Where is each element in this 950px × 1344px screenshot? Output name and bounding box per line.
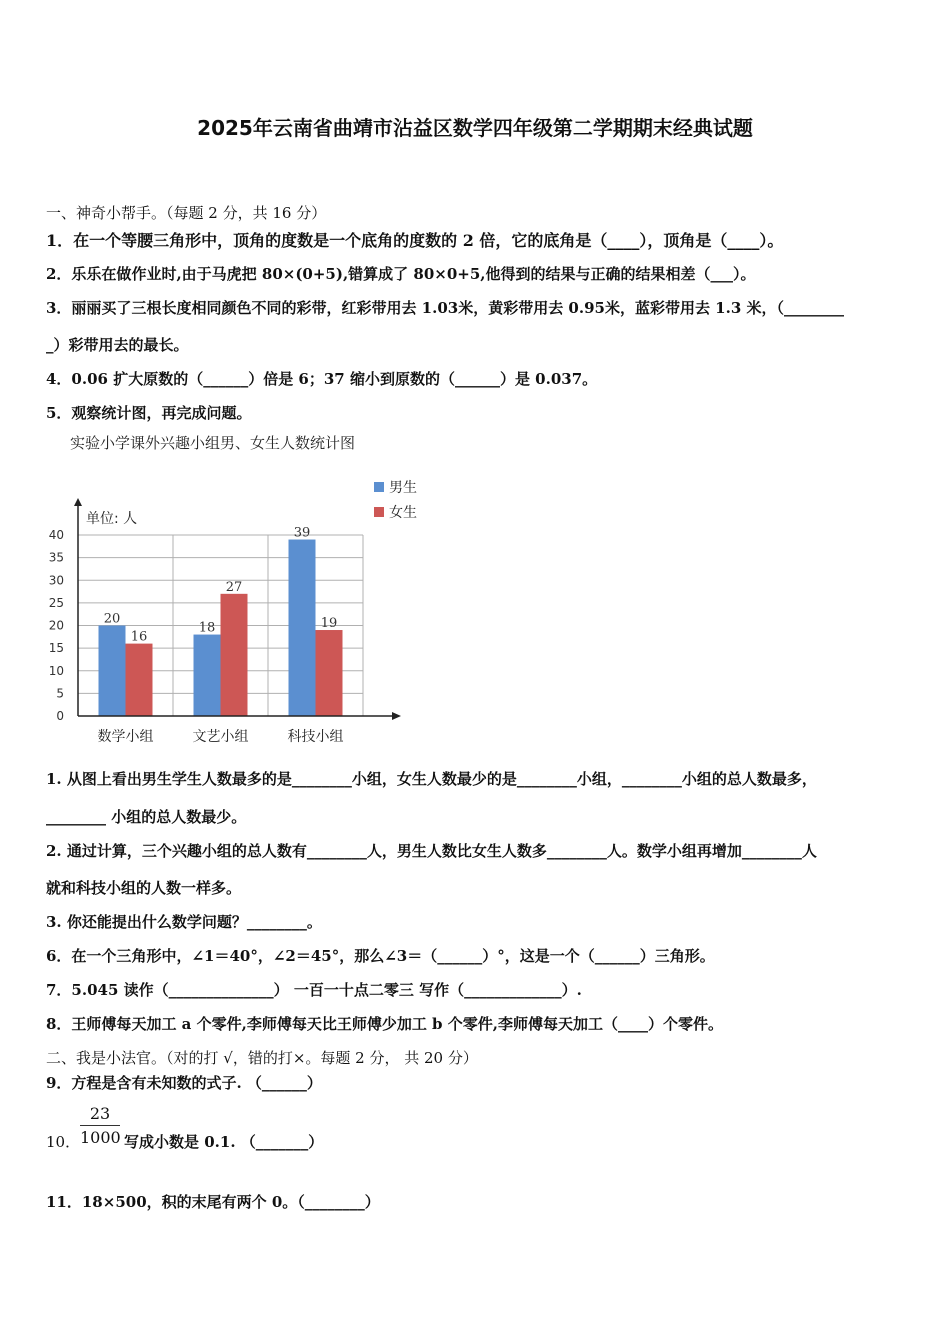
x-category-label: 数学小组 (97, 729, 154, 745)
question-5-2-line-2: 就和科技小组的人数一样多。 (46, 879, 242, 897)
y-axis-arrow (74, 498, 82, 506)
chart-title: 实验小学课外兴趣小组男、女生人数统计图 (70, 434, 356, 452)
bar-男生 (99, 626, 126, 717)
bar-男生 (194, 635, 221, 716)
data-label: 18 (198, 620, 216, 636)
data-label: 20 (103, 611, 121, 627)
fraction (80, 1104, 120, 1147)
question-5: 5．观察统计图，再完成问题。 (46, 404, 252, 422)
bar-女生 (316, 630, 343, 716)
question-5-1-line-1: 1. 从图上看出男生学生人数最多的是________小组，女生人数最少的是________小组，________小组的总人数最多， (46, 770, 817, 788)
bar-女生 (126, 644, 153, 716)
section-2-heading: 二、我是小法官。（对的打 √，错的打×。每题 2 分， 共 20 分） (46, 1049, 478, 1067)
question-3-line-1: 3．丽丽买了三根长度相同颜色不同的彩带，红彩带用去 1.03米，黄彩带用去 0.95米，蓝彩带用去 1.3 米，（________ (46, 299, 844, 317)
question-8: 8．王师傅每天加工 a 个零件,李师傅每天比王师傅少加工 b 个零件,李师傅每天加工（____）个零件。 (46, 1015, 723, 1033)
question-10-text: 写成小数是 0.1. （_______） (124, 1133, 324, 1151)
fraction-numerator: 23 (80, 1104, 120, 1126)
question-5-2-line-1: 2. 通过计算，三个兴趣小组的总人数有________人，男生人数比女生人数多________人。数学小组再增加________人 (46, 842, 817, 860)
legend-label: 女生 (389, 505, 417, 521)
data-label: 16 (130, 629, 148, 645)
question-5-1-line-2: ________ 小组的总人数最少。 (46, 808, 247, 826)
bar-男生 (289, 540, 316, 716)
y-tick-label: 25 (48, 595, 64, 610)
data-label: 39 (293, 525, 311, 541)
y-tick-label: 5 (56, 686, 64, 701)
bar-女生 (221, 594, 248, 716)
question-11: 11．18×500，积的末尾有两个 0。（________） (46, 1193, 380, 1211)
section-1-heading: 一、神奇小帮手。（每题 2 分，共 16 分） (46, 204, 327, 222)
question-4: 4．0.06 扩大原数的（______）倍是 6；37 缩小到原数的（______）是 0.037。 (46, 370, 598, 388)
question-7: 7．5.045 读作（______________） 一百一十点二零三 写作（_____________）. (46, 981, 582, 999)
question-9: 9．方程是含有未知数的式子. （______） (46, 1074, 322, 1092)
x-axis-arrow (392, 712, 401, 720)
x-category-label: 文艺小组 (192, 729, 249, 745)
x-category-label: 科技小组 (287, 729, 344, 745)
page-title: 2025年云南省曲靖市沾益区数学四年级第二学期期末经典试题 (197, 116, 753, 140)
chart-legend (374, 479, 417, 521)
fraction-denominator: 1000 (80, 1128, 121, 1147)
y-tick-label: 0 (56, 709, 64, 723)
legend-label: 男生 (389, 480, 417, 496)
y-tick-label: 30 (48, 573, 64, 588)
question-10-label: 10． (46, 1133, 81, 1151)
chart-bars (99, 540, 343, 716)
legend-swatch (374, 482, 384, 492)
y-tick-label: 20 (48, 618, 64, 633)
question-5-3: 3. 你还能提出什么数学问题？________。 (46, 913, 322, 931)
question-3-line-2: _）彩带用去的最长。 (46, 336, 189, 354)
data-label: 27 (225, 579, 243, 595)
bar-chart (40, 470, 420, 755)
y-tick-label: 15 (48, 641, 64, 656)
y-tick-label: 40 (48, 528, 64, 542)
question-6: 6．在一个三角形中，∠1＝40°，∠2＝45°，那么∠3＝（______）°，这是一个（______）三角形。 (46, 947, 715, 965)
y-tick-label: 35 (48, 550, 64, 565)
y-tick-label: 10 (48, 663, 64, 678)
data-label: 19 (320, 616, 338, 632)
question-1: 1．在一个等腰三角形中，顶角的度数是一个底角的度数的 2 倍，它的底角是（____），顶角是（____）。 (46, 231, 784, 250)
unit-label: 单位: 人 (86, 511, 138, 527)
question-2: 2．乐乐在做作业时,由于马虎把 80×(0+5),错算成了 80×0+5,他得到的结果与正确的结果相差（___）。 (46, 265, 756, 283)
legend-swatch (374, 507, 384, 517)
